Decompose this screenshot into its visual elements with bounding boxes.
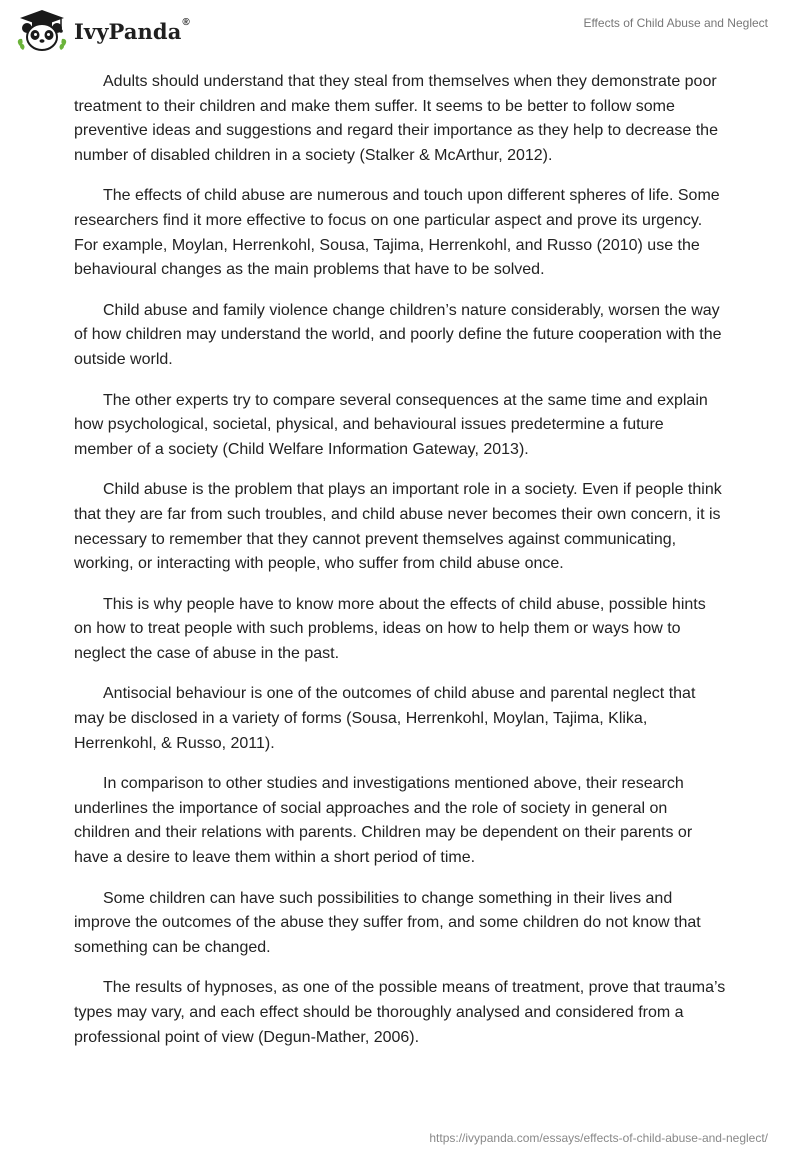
paragraph: Adults should understand that they steal from themselves when they demonstrate poor treatment to their children and make them suffer. It seems to be better to follow some preventive ideas and suggestions and regard their importance as they help to decrease the number of disabled children in a society (Stalker & McArthur, 2012). <box>74 73 718 164</box>
registered-mark: ® <box>182 16 190 28</box>
paragraph: Antisocial behaviour is one of the outcomes of child abuse and parental neglect that may be disclosed in a variety of forms (Sousa, Herrenkohl, Moylan, Tajima, Klika, Herrenkohl, & Russo, 2011). <box>74 685 696 752</box>
paragraph: Child abuse is the problem that plays an important role in a society. Even if people think that they are far from such troubles, and child abuse never becomes their own concern, it is necessary to remember that they cannot prevent themselves against communicating, working, or interacting with people, who suffer from child abuse once. <box>74 481 722 573</box>
page-header <box>0 0 800 60</box>
brand-name: IvyPanda® <box>74 16 190 44</box>
paragraph: The other experts try to compare several consequences at the same time and explain how psychological, societal, physical, and behavioural issues predetermine a future member of a society (Child Welfare Information Gateway, 2013). <box>74 391 708 458</box>
panda-graduate-icon <box>14 8 70 54</box>
ivypanda-logo[interactable] <box>14 8 190 54</box>
paragraph: In comparison to other studies and investigations mentioned above, their research underlines the importance of social approaches and the role of society in general on children and their relations with parents. Children may be dependent on their parents or have a desire to leave them within a short period of time. <box>74 775 693 867</box>
paragraph: Child abuse and family violence change children’s nature considerably, worsen the way of how children may understand the world, and poorly define the future cooperation with the outside world. <box>74 301 722 368</box>
paragraph: This is why people have to know more about the effects of child abuse, possible hints on how to treat people with such problems, ideas on how to help them or ways how to neglect the case of abuse in the past. <box>74 595 706 662</box>
paragraph: Some children can have such possibilities to change something in their lives and improve the outcomes of the abuse they suffer from, and some children do not know that something can be changed. <box>74 889 701 956</box>
document-title: Effects of Child Abuse and Neglect <box>583 16 768 30</box>
essay-body <box>74 70 726 1066</box>
source-url-link[interactable]: https://ivypanda.com/essays/effects-of-child-abuse-and-neglect/ <box>429 1131 768 1145</box>
paragraph: The results of hypnoses, as one of the possible means of treatment, prove that trauma’s types may vary, and each effect should be thoroughly analysed and considered from a professional point of view (Degun-Mather, 2006). <box>74 979 726 1046</box>
paragraph: The effects of child abuse are numerous and touch upon different spheres of life. Some researchers find it more effective to focus on one particular aspect and prove its urgency. For example, Moylan, Herrenkohl, Sousa, Tajima, Herrenkohl, and Russo (2010) use the behavioural changes as the main problems that have to be solved. <box>74 187 720 279</box>
